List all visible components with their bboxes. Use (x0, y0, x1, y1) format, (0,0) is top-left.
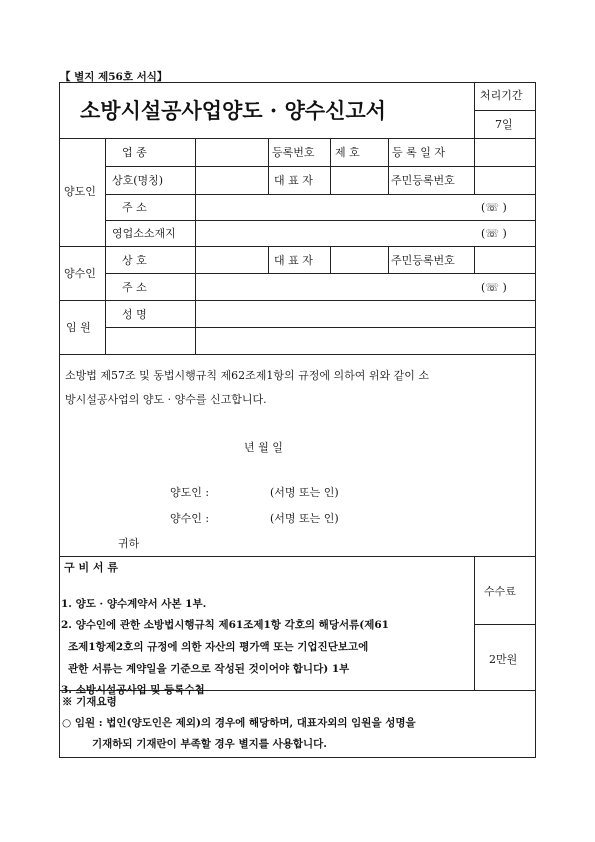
transferee-representative-label: 대 표 자 (274, 254, 313, 267)
office-phone: (☏ ) (481, 227, 507, 240)
transferee-address-field[interactable] (196, 274, 476, 299)
notes-heading: ※ 기재요령 (62, 696, 117, 708)
date-line: 년 월 일 (244, 441, 283, 454)
statement-line-1: 소방법 제57조 및 동법시행규칙 제62조제1항의 규정에 의하여 위와 같이 소 (65, 369, 429, 382)
resident-number-field[interactable] (475, 167, 535, 193)
fee-label: 수수료 (484, 585, 516, 598)
notes-line-1: ○ 임원 : 법인(양도인은 제외)의 경우에 해당하며, 대표자외의 임원을 성명을 (62, 717, 416, 729)
processing-period-label: 처리기간 (480, 89, 523, 102)
transferor-sign-label: 양도인 : (170, 486, 210, 499)
trade-name-label: 상호(명칭) (112, 174, 164, 187)
notes-line-2: 기재하되 기재란이 부족할 경우 별지를 사용합니다. (92, 738, 327, 750)
document-item-3: 3. 소방시설공사업 및 등록수첩 (61, 684, 205, 696)
transferee-signature[interactable]: (서명 또는 인) (270, 512, 339, 525)
officer-name-field-2[interactable] (196, 328, 535, 353)
form-number: 【 별지 제56호 서식】 (60, 71, 168, 83)
office-location-field[interactable] (196, 221, 476, 245)
address-label: 주 소 (122, 201, 147, 214)
document-item-3-clip (60, 682, 472, 696)
transferee-sign-label: 양수인 : (170, 512, 210, 525)
fee-value: 2만원 (489, 653, 518, 666)
registration-number-field[interactable]: 제 호 (335, 146, 360, 159)
transferee-section-label: 양수인 (64, 267, 96, 280)
resident-number-label: 주민등록번호 (391, 174, 455, 187)
document-item-2-line-3: 관한 서류는 계약일을 기준으로 작성된 것이어야 합니다) 1부 (68, 663, 350, 675)
transferee-representative-field[interactable] (331, 247, 387, 272)
documents-heading: 구 비 서 류 (64, 561, 118, 574)
registration-date-field[interactable] (475, 139, 535, 165)
representative-field[interactable] (331, 167, 387, 193)
business-type-field[interactable] (196, 139, 267, 165)
document-item-1: 1. 양도 · 양수계약서 사본 1부. (61, 598, 207, 610)
transferor-signature[interactable]: (서명 또는 인) (270, 486, 339, 499)
document-item-2-line-2: 조제1항제2호의 규정에 의한 자산의 평가액 또는 기업진단보고에 (68, 641, 369, 653)
registration-number-label: 등록번호 (272, 146, 315, 159)
transferor-section-label: 양도인 (64, 185, 96, 198)
address-field[interactable] (196, 195, 476, 219)
recipient: 귀하 (118, 537, 140, 550)
business-type-label: 업 종 (122, 146, 147, 159)
statement-line-2: 방시설공사업의 양도 · 양수를 신고합니다. (65, 393, 267, 406)
processing-period-value: 7일 (495, 118, 513, 131)
document-item-2-line-1: 2. 양수인에 관한 소방법시행규칙 제61조제1항 각호의 해당서류(제61 (61, 619, 389, 631)
transferee-trade-name-label: 상 호 (122, 254, 147, 267)
transferee-resident-number-label: 주민등록번호 (391, 254, 455, 267)
transferee-trade-name-field[interactable] (196, 247, 267, 272)
trade-name-field[interactable] (196, 167, 267, 193)
page-title: 소방시설공사업양도 · 양수신고서 (80, 98, 386, 123)
registration-date-label: 등 록 일 자 (392, 146, 445, 159)
transferee-resident-number-field[interactable] (475, 247, 535, 272)
officer-name-field[interactable] (196, 301, 535, 326)
transferee-address-phone: (☏ ) (481, 281, 507, 294)
representative-label: 대 표 자 (274, 174, 313, 187)
officer-section-label: 임 원 (66, 321, 91, 334)
office-location-label: 영업소소재지 (112, 227, 176, 240)
officer-name-label: 성 명 (122, 308, 147, 321)
address-phone: (☏ ) (481, 201, 507, 214)
transferee-address-label: 주 소 (122, 281, 147, 294)
